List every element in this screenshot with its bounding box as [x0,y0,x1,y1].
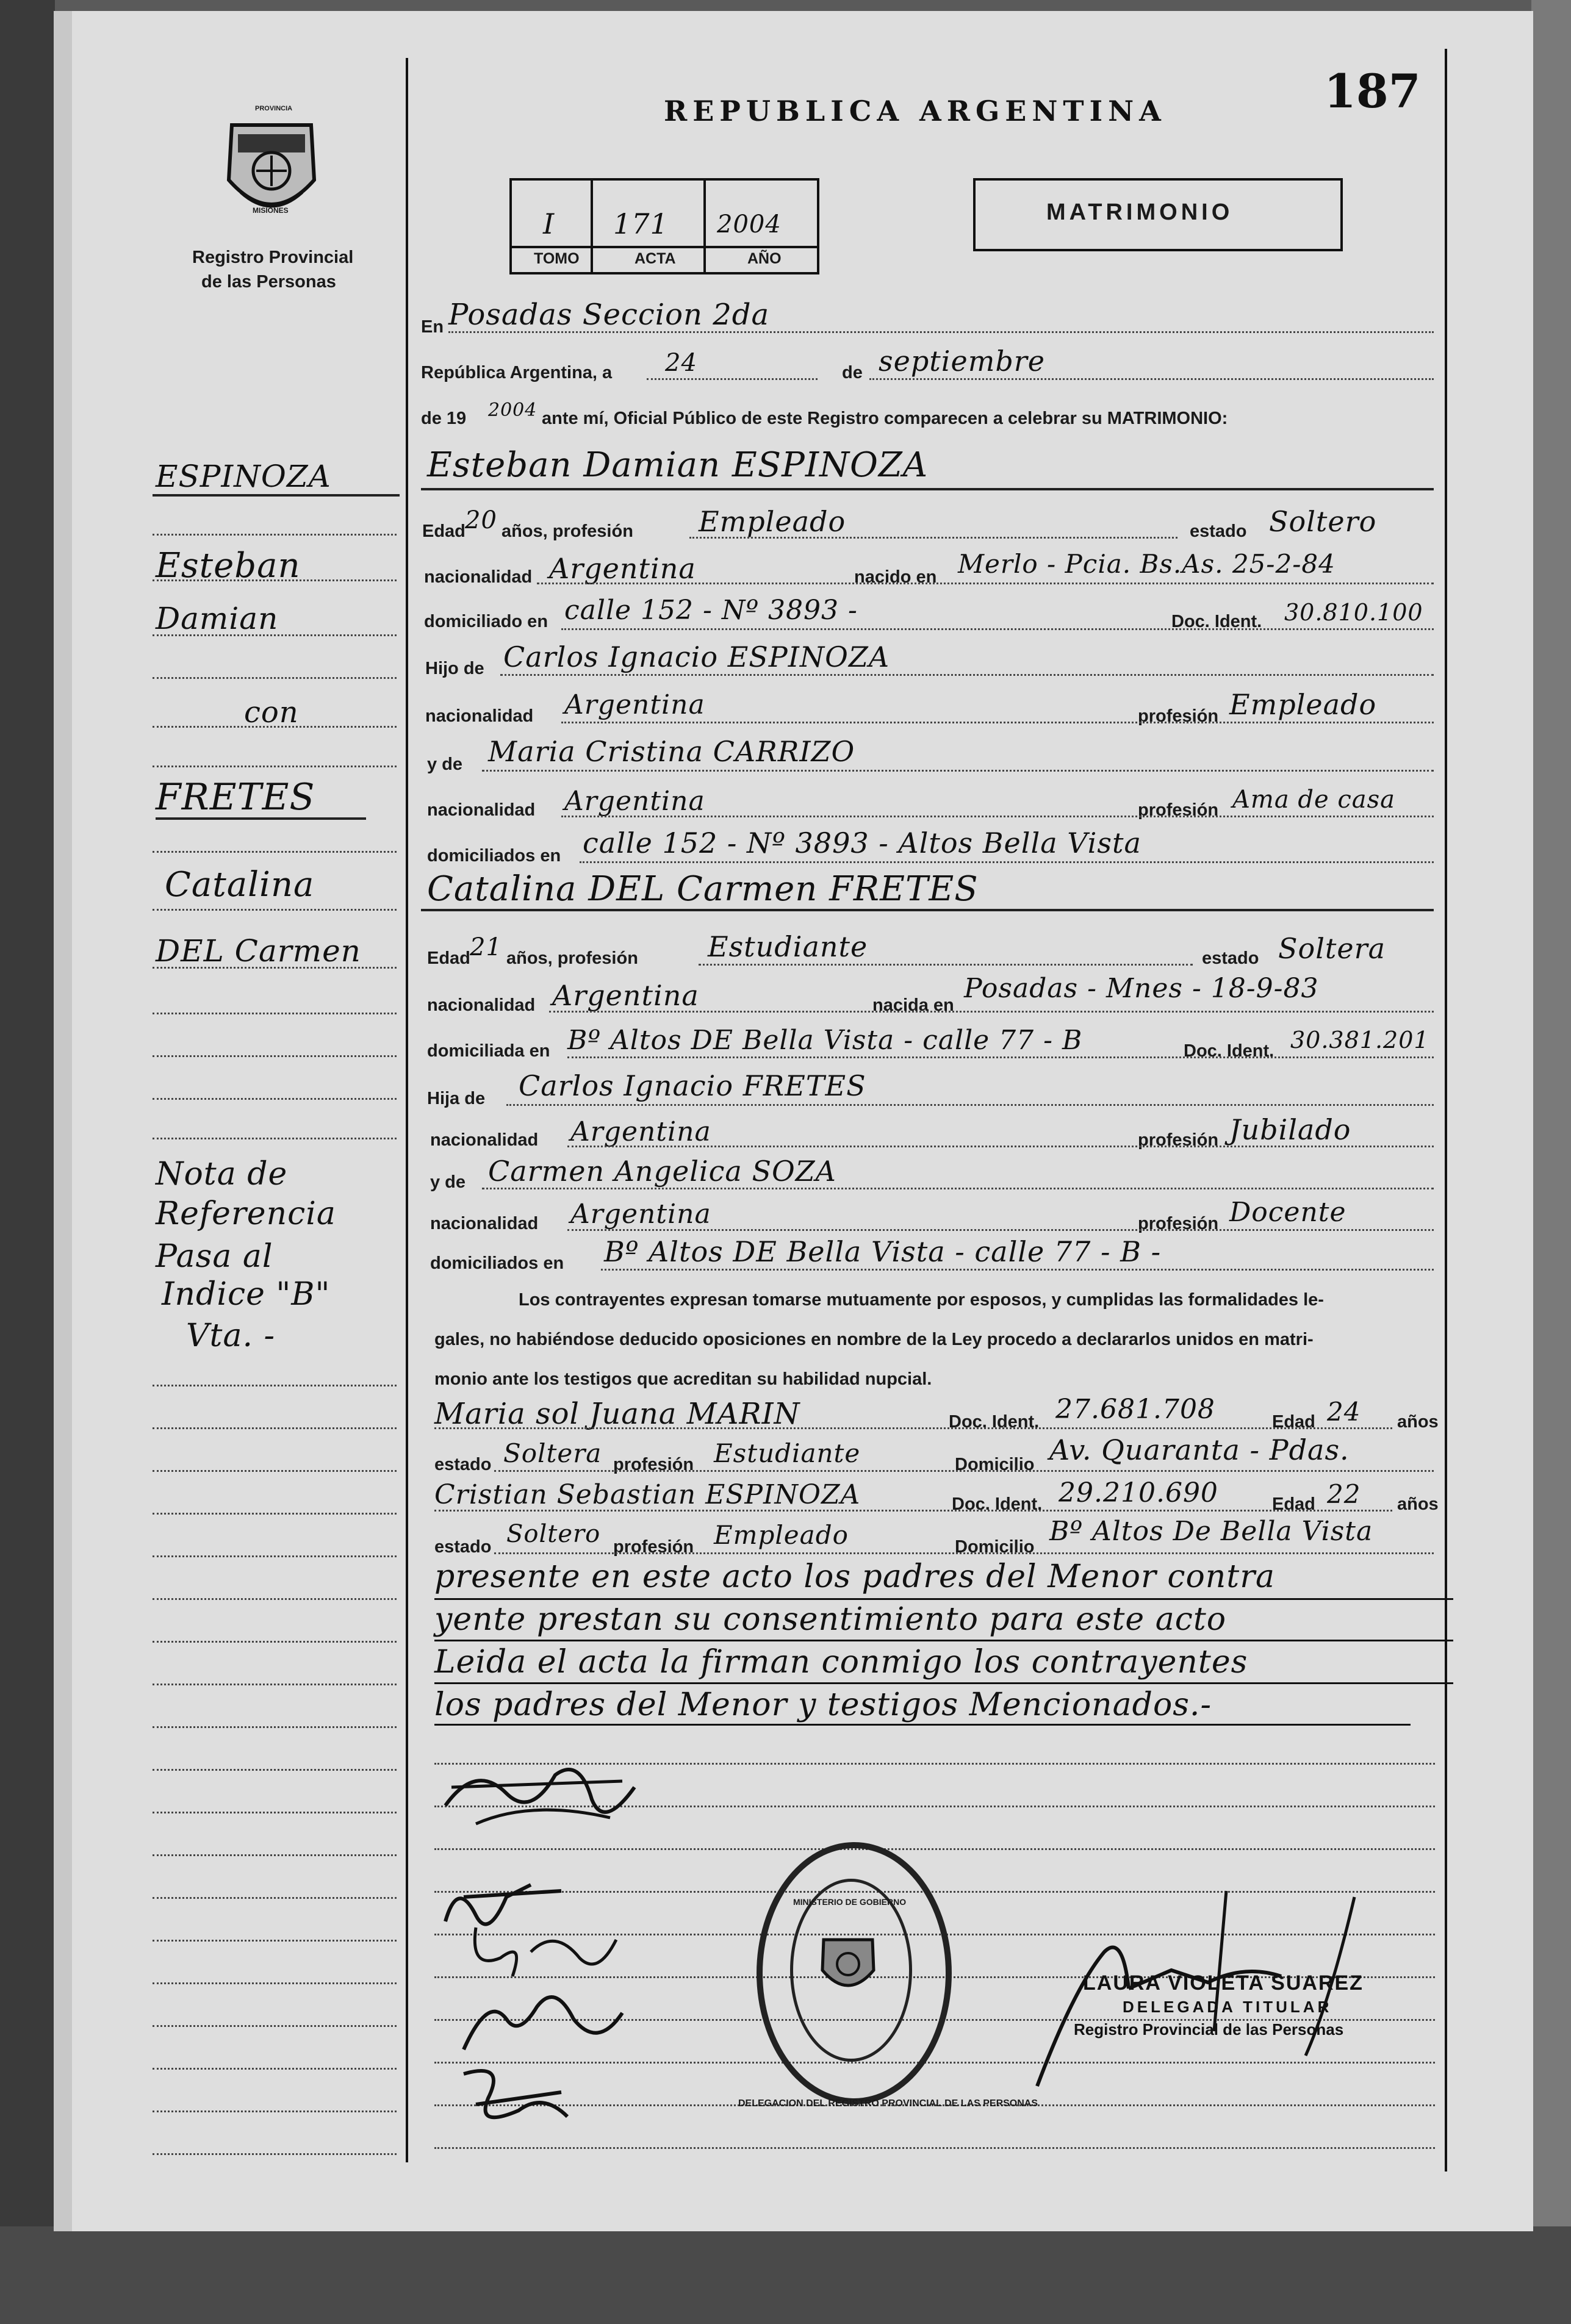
hw-bride-parents-address: Bº Altos DE Bella Vista - calle 77 - B - [604,1235,1162,1268]
line [699,964,1193,966]
line [500,674,1434,676]
hw-witness2-address: Bº Altos De Bella Vista [1049,1516,1373,1547]
margin-note-line4: Indice "B" [162,1276,331,1313]
tomo-label: TOMO [534,250,580,267]
hw-month: septiembre [879,345,1045,378]
margin-underline [153,494,400,497]
hw-bride-name: Catalina DEL Carmen FRETES [427,869,979,909]
label-doc-ident: Doc. Ident. [1171,612,1262,631]
folio-number: 187 [1324,64,1421,118]
label-y-de: y de [430,1172,466,1192]
signature-witness1 [451,1982,635,2062]
label-edad: Edad [1272,1412,1315,1432]
acta-value: 171 [613,207,669,240]
hw-bride-father-prof: Jubilado [1229,1113,1351,1146]
hw-place: Posadas Seccion 2da [448,298,770,332]
line [647,378,818,380]
label-profesion: profesión [613,1537,694,1557]
margin-given-groom-a: Esteban [156,546,301,586]
line [448,331,1434,333]
stamp-inner-text: MINISTERIO DE GOBIERNO [793,1897,907,1907]
label-profesion: profesión [613,1455,694,1474]
margin-con: con [244,695,299,730]
line [434,1427,1392,1429]
label-estado: estado [1190,522,1247,541]
line [561,816,1434,817]
hw-groom-address: calle 152 - Nº 3893 - [564,595,858,626]
background-bottom [0,2226,1571,2324]
record-box-label-rule [509,246,817,248]
hw-extra-line-4: los padres del Menor y testigos Mencionados.- [434,1687,1212,1723]
margin-surname-groom: ESPINOZA [156,459,331,494]
label-domiciliados-en: domiciliados en [427,846,561,866]
emblem-text-top: PROVINCIA [255,105,293,112]
signature-parent [464,1915,647,1989]
hw-witness2-prof: Empleado [714,1520,849,1550]
formula-line-2: gales, no habiéndose deducido oposiciones en nombre de la Ley procedo a declararlos unidos en matri- [434,1330,1314,1349]
label-nacionalidad: nacionalidad [430,1214,539,1233]
hw-day: 24 [665,349,697,377]
tomo-value: I [543,207,555,240]
line [434,1598,1453,1600]
line [567,1056,1434,1058]
hw-bride-age: 21 [470,933,502,961]
line [549,1011,1434,1013]
stamp-ring-text: DELEGACION DEL REGISTRO PROVINCIAL DE LAS PERSONAS [738,2098,1038,2109]
hw-groom-father: Carlos Ignacio ESPINOZA [503,640,890,673]
official-title: DELEGADA TITULAR [1123,1998,1332,2016]
label-domiciliados-en: domiciliados en [430,1253,564,1273]
line [482,1188,1434,1189]
name-rule [421,909,1434,911]
hw-groom-mother: Maria Cristina CARRIZO [488,735,855,768]
line [561,628,1434,630]
hw-witness2-age: 22 [1327,1479,1361,1509]
label-profesion: profesión [1138,800,1219,820]
margin-given-bride-a: Catalina [165,865,315,905]
line [494,1470,1434,1472]
hw-groom-parents-address: calle 152 - Nº 3893 - Altos Bella Vista [583,827,1141,859]
hw-bride-birth: Posadas - Mnes - 18-9-83 [964,973,1319,1004]
label-anos-profesion: años, profesión [506,949,638,968]
label-nacionalidad: nacionalidad [425,706,534,726]
ano-label: AÑO [747,250,782,267]
name-rule [421,488,1434,490]
hw-witness1-status: Soltera [503,1438,602,1468]
line [537,583,1434,584]
hw-groom-status: Soltero [1269,505,1377,538]
hw-groom-doc: 30.810.100 [1284,599,1423,626]
label-de-month: de [842,363,863,382]
hw-witness2-name: Cristian Sebastian ESPINOZA [434,1479,861,1510]
label-en: En [421,317,444,337]
label-profesion: profesión [1138,1130,1219,1150]
matrimonio-title: MATRIMONIO [1046,199,1234,225]
hw-groom-age: 20 [465,506,497,534]
hw-witness1-doc: 27.681.708 [1055,1394,1215,1425]
signature-groom [439,1751,647,1848]
hw-bride-mother: Carmen Angelica SOZA [488,1155,836,1188]
background-right [1531,0,1571,2324]
margin-note-line2: Referencia [156,1196,336,1232]
label-doc-ident: Doc. Ident. [949,1412,1040,1432]
label-hijo-de: Hijo de [425,659,484,678]
hw-extra-line-3: Leida el acta la firman conmigo los contrayentes [434,1644,1248,1680]
label-doc-ident: Doc. Ident. [952,1494,1043,1514]
label-nacionalidad: nacionalidad [427,800,536,820]
label-de19: de 19 [421,409,467,428]
label-profesion: profesión [1138,1214,1219,1233]
line [434,1682,1453,1684]
hw-witness2-doc: 29.210.690 [1059,1477,1218,1508]
label-domiciliada-en: domiciliada en [427,1041,550,1061]
hw-year: 2004 [488,400,537,421]
label-anos: años [1397,1494,1439,1514]
hw-bride-mother-nat: Argentina [570,1199,711,1230]
background-left [0,0,55,2324]
label-domicilio: Domicilio [955,1455,1035,1474]
label-doc-ident: Doc. Ident. [1184,1041,1274,1061]
hw-bride-mother-prof: Docente [1229,1197,1346,1228]
line [689,537,1177,539]
label-anos: años [1397,1412,1439,1432]
hw-bride-father: Carlos Ignacio FRETES [519,1069,866,1102]
line [482,770,1434,772]
line [567,1146,1434,1147]
hw-groom-father-prof: Empleado [1229,688,1377,721]
label-edad: Edad [427,949,470,968]
ano-value: 2004 [717,210,782,238]
line [567,1229,1434,1231]
line [601,1269,1434,1271]
hw-groom-mother-nat: Argentina [564,786,705,817]
binding-spine [54,11,72,2231]
hw-bride-address: Bº Altos DE Bella Vista - calle 77 - B [567,1025,1083,1056]
line [494,1552,1434,1554]
label-y-de: y de [427,755,463,774]
label-estado: estado [1202,949,1259,968]
label-edad: Edad [1272,1494,1315,1514]
label-estado: estado [434,1537,492,1557]
hw-bride-father-nat: Argentina [570,1116,711,1147]
margin-rule [406,58,408,2162]
hw-witness1-prof: Estudiante [714,1438,861,1468]
hw-extra-line-2: yente prestan su consentimiento para este acto [434,1601,1227,1638]
registry-name-line1: Registro Provincial [192,248,354,267]
official-office: Registro Provincial de las Personas [1074,2020,1344,2039]
signature-witness2 [451,2056,586,2135]
republic-heading: REPUBLICA ARGENTINA [664,95,1167,127]
hw-bride-doc: 30.381.201 [1290,1027,1429,1053]
label-nacionalidad: nacionalidad [427,995,536,1015]
label-estado: estado [434,1455,492,1474]
label-hija-de: Hija de [427,1089,486,1108]
line [434,1640,1453,1641]
line [434,1510,1392,1512]
acta-label: ACTA [635,250,676,267]
hw-groom-nationality: Argentina [549,552,696,585]
record-box-divider [703,178,706,272]
emblem-text-bottom: MISIONES [253,206,289,215]
margin-surname-bride: FRETES [156,776,315,819]
label-republica-a: República Argentina, a [421,363,613,382]
right-rule [1445,49,1447,2172]
label-ante-mi: ante mí, Oficial Público de este Registro comparecen a celebrar su MATRIMONIO: [542,409,1228,428]
margin-note-line5: Vta. - [186,1318,276,1354]
label-profesion: profesión [1138,706,1219,726]
stamp-emblem-icon [818,1934,879,2001]
label-nacionalidad: nacionalidad [430,1130,539,1150]
hw-witness2-status: Soltero [506,1520,601,1548]
label-domiciliado-en: domiciliado en [424,612,548,631]
formula-line-1: Los contrayentes expresan tomarse mutuamente por esposos, y cumplidas las formalidades le- [519,1290,1324,1310]
record-box-divider [591,178,593,272]
margin-given-groom-b: Damian [156,601,279,636]
line [869,378,1434,380]
hw-witness1-name: Maria sol Juana MARIN [434,1397,800,1431]
margin-underline [156,817,366,820]
hw-groom-profession: Empleado [699,505,846,538]
line [580,861,1434,863]
registry-name-line2: de las Personas [201,272,336,292]
hw-groom-birth: Merlo - Pcia. Bs.As. 25-2-84 [958,549,1336,579]
hw-groom-father-nat: Argentina [564,689,705,720]
line [506,1104,1434,1106]
hw-bride-status: Soltera [1278,932,1386,965]
line [561,722,1434,723]
hw-bride-nationality: Argentina [552,979,699,1012]
label-nacionalidad: nacionalidad [424,567,533,587]
line [434,1724,1411,1726]
formula-line-3: monio ante los testigos que acreditan su habilidad nupcial. [434,1369,932,1389]
label-nacido-en: nacido en [854,567,937,587]
margin-note-line3: Pasa al [156,1238,273,1275]
hw-extra-line-1: presente en este acto los padres del Menor contra [434,1558,1276,1595]
hw-groom-name: Esteban Damian ESPINOZA [427,445,929,485]
margin-given-bride-b: DEL Carmen [156,933,361,969]
label-edad: Edad [422,522,466,541]
label-anos-profesion: años, profesión [501,522,633,541]
hw-witness1-age: 24 [1327,1397,1361,1427]
label-domicilio: Domicilio [955,1537,1035,1557]
official-name: LAURA VIOLETA SUAREZ [1083,1971,1364,1995]
label-nacida-en: nacida en [872,995,954,1015]
hw-witness1-address: Av. Quaranta - Pdas. [1049,1433,1350,1466]
margin-note-line1: Nota de [156,1156,288,1192]
hw-groom-mother-prof: Ama de casa [1232,786,1395,814]
hw-bride-profession: Estudiante [708,930,868,963]
